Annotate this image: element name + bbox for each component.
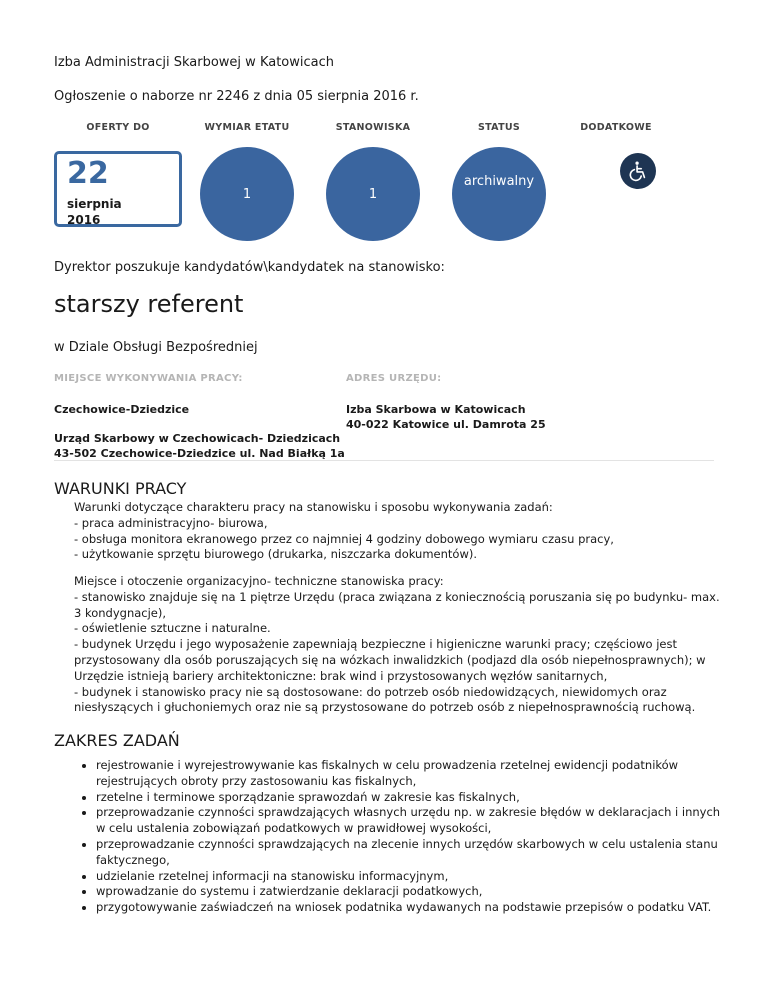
conditions-line: - oświetlenie sztuczne i naturalne. (74, 621, 271, 636)
wheelchair-icon (620, 153, 656, 189)
work-time-circle (200, 147, 294, 241)
divider (54, 460, 714, 461)
work-time-value: 1 (242, 186, 252, 202)
conditions-line: przystosowany dla osób poruszających się na wózkach inwalidzkich (podjazd dla osób niepełnosprawnych); w (74, 652, 706, 667)
conditions-line: - obsługa monitora ekranowego przez co najmniej 4 godziny dobowego wymiaru czasu pracy, (74, 531, 614, 546)
job-title: starszy referent (54, 290, 244, 318)
tasks-list (78, 758, 738, 916)
task-item: • przeprowadzanie czynności sprawdzających własnych urzędu np. w zakresie błędów w deklaracjach i innych w celu ustalenia zobowiązań podatkowych w prawidłowej wysokości, (96, 805, 738, 837)
conditions-line: - budynek Urzędu i jego wyposażenie zapewniają bezpieczne i higieniczne warunki pracy; częściowo jest (74, 637, 677, 652)
location-city: Czechowice-Dziedzice (54, 403, 190, 416)
header-extra: DODATKOWE (580, 122, 652, 133)
conditions-line: Urzędzie istnieją bariery architektoniczne: brak wind i przystosowanych węzłów sanitarnych, (74, 668, 608, 683)
header-status: STATUS (477, 122, 521, 133)
conditions-paragraph-1 (74, 500, 614, 563)
task-item: • udzielanie rzetelnej informacji na stanowisku informacyjnym, (96, 869, 738, 885)
header-offers-until: OFERTY DO (86, 122, 150, 133)
office-name: Izba Administracji Skarbowej w Katowicach (54, 55, 335, 70)
location-unit-line1: Urząd Skarbowy w Czechowicach- Dziedzicach (54, 432, 341, 445)
conditions-line: - użytkowanie sprzętu biurowego (drukarka, niszczarka dokumentów). (74, 547, 477, 562)
conditions-paragraph-2 (74, 574, 720, 716)
deadline-day: 22 (67, 156, 109, 191)
intro-text: Dyrektor poszukuje kandydatów\kandydatek na stanowisko: (54, 260, 445, 275)
deadline-date (54, 151, 182, 227)
task-item: • przygotowywanie zaświadczeń na wniosek podatnika wydawanych na podstawie przepisów o podatku VAT. (96, 900, 738, 916)
status-value: archiwalny (463, 174, 535, 189)
conditions-line: - stanowisko znajduje się na 1 piętrze Urzędu (praca związana z koniecznością poruszania się po budynku- max. (74, 589, 720, 604)
positions-circle (326, 147, 420, 241)
department: w Dziale Obsługi Bezpośredniej (54, 340, 258, 355)
announcement: Ogłoszenie o naborze nr 2246 z dnia 05 sierpnia 2016 r. (54, 89, 419, 104)
header-work-time: WYMIAR ETATU (204, 122, 290, 133)
address-line2: 40-022 Katowice ul. Damrota 25 (346, 418, 546, 431)
positions-value: 1 (368, 186, 378, 202)
header-positions: STANOWISKA (335, 122, 411, 133)
conditions-line: Warunki dotyczące charakteru pracy na stanowisku i sposobu wykonywania zadań: (74, 500, 553, 514)
location-unit-line2: 43-502 Czechowice-Dziedzice ul. Nad Białką 1a (54, 447, 345, 460)
status-circle (452, 147, 546, 241)
task-item: • rzetelne i terminowe sporządzanie sprawozdań w zakresie kas fiskalnych, (96, 790, 738, 806)
conditions-line: niesłyszących i głuchoniemych oraz nie są przystosowane do potrzeb osób z niepełnosprawnością ruchową. (74, 700, 696, 715)
conditions-line: Miejsce i otoczenie organizacyjno- techniczne stanowiska pracy: (74, 574, 444, 588)
location-label: MIEJSCE WYKONYWANIA PRACY: (54, 373, 243, 384)
address-line1: Izba Skarbowa w Katowicach (346, 403, 526, 416)
task-item: • wprowadzanie do systemu i zatwierdzanie deklaracji podatkowych, (96, 884, 738, 900)
conditions-line: - praca administracyjno- biurowa, (74, 515, 268, 530)
task-item: • rejestrowanie i wyrejestrowywanie kas fiskalnych w celu prowadzenia rzetelnej ewidencji podatników rejestrujących obroty przy zastosowaniu kas fiskalnych, (96, 758, 738, 790)
task-item: • przeprowadzanie czynności sprawdzających na zlecenie innych urzędów skarbowych w celu ustalenia stanu faktycznego, (96, 837, 738, 869)
conditions-title: WARUNKI PRACY (54, 479, 187, 498)
conditions-line: - budynek i stanowisko pracy nie są dostosowane: do potrzeb osób niedowidzących, niewidomych oraz (74, 684, 667, 699)
deadline-year: 2016 (67, 213, 101, 227)
conditions-line: 3 kondygnacje), (74, 605, 167, 620)
tasks-title: ZAKRES ZADAŃ (54, 731, 180, 750)
address-label: ADRES URZĘDU: (346, 373, 442, 384)
deadline-month: sierpnia (67, 197, 122, 211)
